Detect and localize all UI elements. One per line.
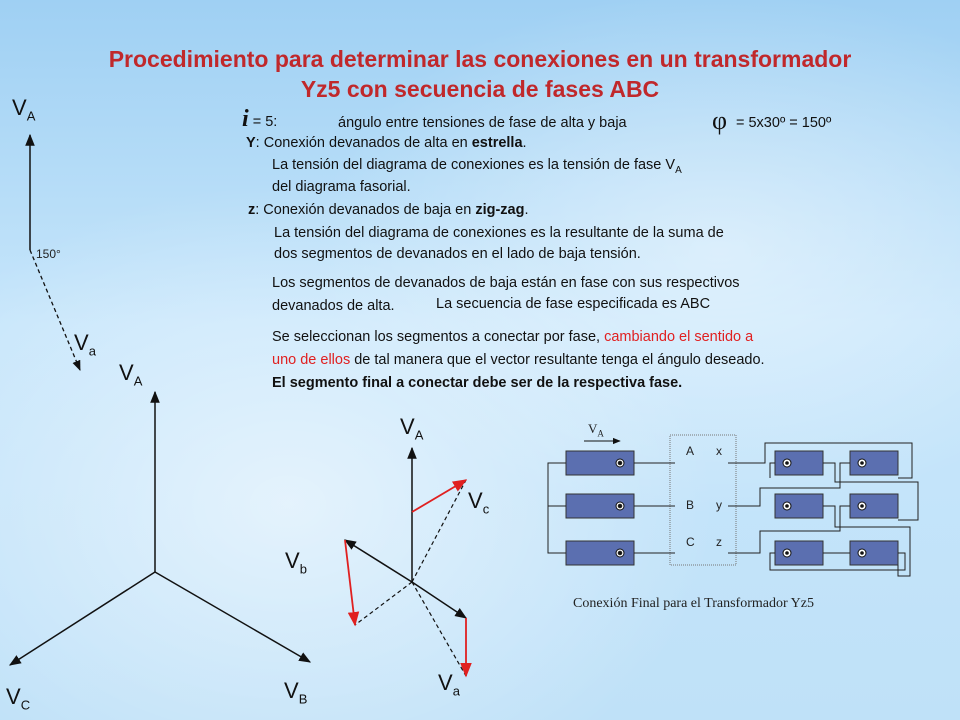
i-symbol: i: [242, 106, 249, 132]
z-connection-line: z: Conexión devanados de baja en zig-zag.: [248, 202, 529, 218]
zz-vb-blk-arrow: [345, 540, 412, 582]
connection-caption: Conexión Final para el Transformador Yz5: [573, 596, 814, 611]
phasor-top-vlow-label: $V_a$: [74, 330, 96, 359]
z-desc-1: La tensión del diagrama de conexiones es la resultante de la suma de: [274, 225, 724, 241]
y-desc-1: La tensión del diagrama de conexiones es la tensión de fase $V_A$: [272, 157, 682, 176]
i-value: = 5:: [252, 114, 278, 130]
lv-winding-a1: [775, 451, 823, 475]
segments-line-2: devanados de alta.: [272, 298, 395, 314]
terminal-B: B: [686, 498, 695, 512]
terminal-z: z: [716, 535, 722, 549]
selection-line-3: El segmento final a conectar debe ser de la respectiva fase.: [272, 375, 683, 391]
zz-red-b: [345, 540, 355, 625]
sequence-text: La secuencia de fase especificada es ABC: [436, 296, 711, 312]
zz-vb-label: $V_b$: [285, 548, 307, 577]
phasor-star: [10, 392, 310, 665]
lv-winding-a2: [850, 451, 898, 475]
phasor-zigzag: [345, 448, 466, 676]
lv-winding-c2: [850, 541, 898, 565]
phasor-top-angle-label: 150°: [36, 247, 61, 261]
zz-va-label: $V_A$: [400, 414, 424, 443]
zz-vlow-a-label: $V_a$: [438, 670, 460, 699]
lv-winding-c1: [775, 541, 823, 565]
z-desc-2: dos segmentos de devanados en el lado de baja tensión.: [274, 246, 641, 262]
angle-text: ángulo entre tensiones de fase de alta y baja: [338, 115, 627, 131]
zz-dash-b: [355, 582, 412, 625]
phasor-top-va-label: $V_A$: [12, 95, 36, 124]
selection-line-1: Se seleccionan los segmentos a conectar por fase, cambiando el sentido a: [272, 329, 754, 345]
star-vc-arrow: [10, 572, 155, 665]
terminal-A: A: [686, 444, 695, 458]
index-line: [242, 106, 277, 133]
phi-value: = 5x30º = 150º: [736, 115, 832, 131]
lv-winding-b2: [850, 494, 898, 518]
y-desc-2: del diagrama fasorial.: [272, 179, 411, 195]
star-vb-arrow: [155, 572, 310, 662]
star-va-label: $V_A$: [119, 360, 143, 389]
star-vb-label: $V_B$: [284, 678, 308, 707]
terminal-C: C: [686, 535, 695, 549]
title-line-2: Yz5 con secuencia de fases ABC: [300, 76, 660, 102]
y-connection-line: Y: Conexión devanados de alta en estrella.: [246, 135, 527, 151]
zz-vc-label: $V_c$: [468, 488, 490, 517]
terminal-x: x: [716, 444, 722, 458]
connection-diagram: [548, 435, 918, 576]
terminal-y: y: [716, 498, 722, 512]
conn-va-label: $V_A$: [588, 421, 604, 439]
phi-symbol: φ: [712, 106, 728, 135]
zz-red-c: [412, 480, 466, 512]
star-vc-label: $V_C$: [6, 684, 31, 713]
title-line-1: Procedimiento para determinar las conexiones en un transformador: [108, 46, 852, 72]
terminal-box: [670, 435, 736, 565]
selection-line-2: uno de ellos de tal manera que el vector resultante tenga el ángulo deseado.: [272, 352, 765, 368]
zz-dash-a: [412, 582, 466, 676]
lv-winding-b1: [775, 494, 823, 518]
segments-line-1: Los segmentos de devanados de baja están en fase con sus respectivos: [272, 275, 740, 291]
zz-vc-blk-arrow: [412, 582, 466, 618]
phasor-top-vlow-arrow: [30, 250, 80, 370]
